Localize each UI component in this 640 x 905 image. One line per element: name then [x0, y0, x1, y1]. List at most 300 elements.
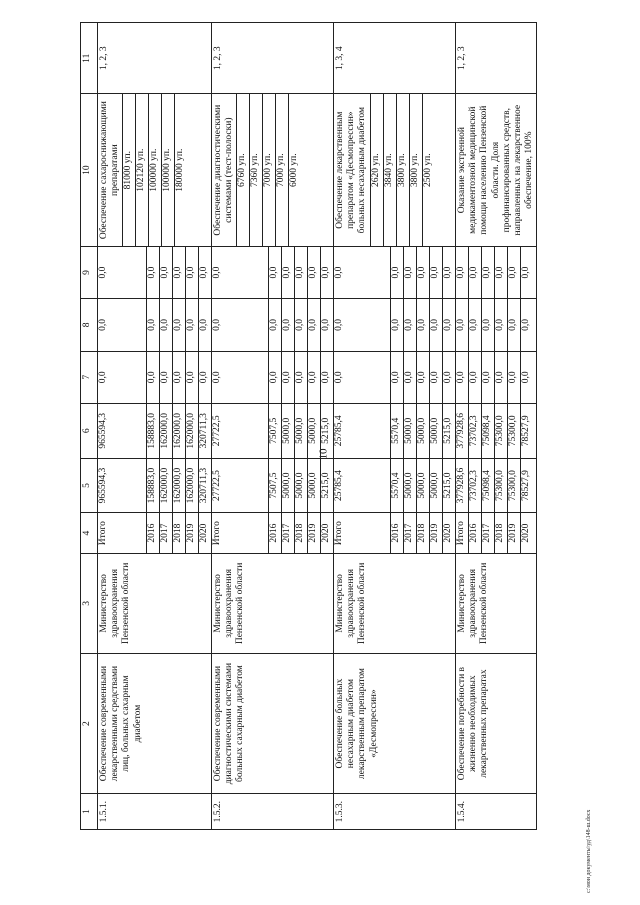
year-subrow: [295, 513, 308, 552]
year-subrow: [282, 299, 295, 350]
year-label: 2018: [417, 513, 430, 552]
year-subrow: [321, 404, 334, 458]
total-value: 0,0: [456, 318, 466, 331]
year-values-column-4: [456, 513, 537, 553]
year-subrow: [186, 247, 199, 298]
year-label: 2018: [295, 513, 308, 552]
year-subrow: [308, 299, 321, 350]
year-subrow: [308, 247, 321, 298]
year-value: 5000,0: [404, 459, 417, 513]
year-subrow: [282, 247, 295, 298]
total-subrow: [212, 352, 224, 403]
spacer-cell: [224, 352, 269, 403]
indicator-value: 100000 уп.: [149, 95, 162, 246]
year-subrow: [199, 513, 212, 552]
year-value: 0,0: [173, 352, 186, 403]
year-subrow: [199, 352, 212, 403]
year-value: 0,0: [295, 352, 308, 403]
indicator-value: 7000 уп.: [276, 95, 289, 246]
year-subrow: [521, 247, 534, 298]
year-subrow: [160, 459, 173, 513]
total-subrow: [98, 513, 110, 552]
year-value: 0,0: [282, 247, 295, 298]
year-value: 0,0: [199, 352, 212, 403]
year-subrow: [295, 352, 308, 403]
total-subrow: [456, 299, 469, 350]
year-subrow: [404, 404, 417, 458]
spacer-cell: [110, 404, 147, 458]
year-subrow: [269, 247, 282, 298]
sub-table: [212, 404, 333, 458]
year-value: 78527,9: [521, 459, 534, 513]
table-row: [456, 23, 537, 830]
total-value: 0,0: [334, 266, 344, 279]
year-subrow: [495, 404, 508, 458]
year-subrow: [282, 513, 295, 552]
year-subrow: [508, 247, 521, 298]
year-value: 162000,0: [186, 459, 199, 513]
program-activities-table: [80, 22, 537, 830]
total-value: 0,0: [98, 318, 108, 331]
footer-file-path: c:\мои документы\уд\148-ш.docx: [586, 809, 592, 893]
year-subrow: [295, 404, 308, 458]
year-subrow: [404, 352, 417, 403]
year-value: 75300,0: [508, 459, 521, 513]
year-subrow: [282, 352, 295, 403]
year-subrow: [495, 513, 508, 552]
year-value: 5000,0: [417, 404, 430, 458]
year-value: 75300,0: [495, 459, 508, 513]
year-value: 75098,4: [482, 459, 495, 513]
year-value: 0,0: [521, 299, 534, 350]
indicator-value-row: [162, 95, 175, 246]
sub-table: [456, 247, 533, 298]
spacer-subrow: [346, 247, 391, 298]
sub-table: [334, 459, 455, 513]
spacer-subrow: [346, 404, 391, 458]
year-subrow: [186, 299, 199, 350]
year-value: 320711,3: [199, 459, 212, 513]
year-subrow: [495, 299, 508, 350]
indicator-value: 100000 уп.: [162, 95, 175, 246]
year-subrow: [269, 352, 282, 403]
year-value: 0,0: [495, 352, 508, 403]
indicator-value-row: [409, 95, 422, 246]
spacer-cell: [346, 299, 391, 350]
year-value: 0,0: [417, 352, 430, 403]
indicator-value-row: [250, 95, 263, 246]
year-label: 2018: [173, 513, 186, 552]
year-label: 2016: [269, 513, 282, 552]
sub-table: [456, 513, 533, 552]
sub-table: [456, 352, 533, 403]
year-value: 0,0: [269, 247, 282, 298]
total-subrow: [212, 404, 224, 458]
year-value: 0,0: [508, 247, 521, 298]
year-subrow: [469, 299, 482, 350]
year-subrow: [160, 404, 173, 458]
total-value: 27722,5: [212, 415, 222, 447]
spacer-subrow: [224, 459, 269, 513]
indicator-value: 102120 уп.: [136, 95, 149, 246]
total-subrow: [334, 459, 346, 513]
sub-table: [98, 352, 211, 403]
year-value: 0,0: [199, 299, 212, 350]
year-value: 0,0: [308, 299, 321, 350]
year-value: 162000,0: [160, 404, 173, 458]
indicator-values: [236, 95, 301, 246]
year-label: 2017: [404, 513, 417, 552]
indicator-value: 6000 уп.: [289, 95, 302, 246]
indicator-cell: [212, 94, 334, 246]
year-subrow: [186, 404, 199, 458]
spacer-cell: [346, 513, 391, 552]
year-subrow: [482, 404, 495, 458]
sub-table: [212, 247, 333, 298]
indicator-values: [370, 95, 435, 246]
year-subrow: [430, 513, 443, 552]
indicator-cell: [98, 94, 212, 246]
spacer-subrow: [110, 299, 147, 350]
year-values-column-8: [212, 299, 334, 351]
year-subrow: [508, 459, 521, 513]
year-value: 0,0: [404, 247, 417, 298]
total-value: 0,0: [456, 371, 466, 384]
year-value: 162000,0: [173, 459, 186, 513]
total-value: 965594,3: [98, 467, 108, 504]
spacer-subrow: [224, 404, 269, 458]
year-subrow: [430, 352, 443, 403]
year-subrow: [147, 459, 160, 513]
year-value: 0,0: [199, 247, 212, 298]
year-subrow: [443, 513, 456, 552]
year-value: 5000,0: [295, 459, 308, 513]
year-subrow: [186, 352, 199, 403]
indicator-value-row: [175, 95, 188, 246]
year-subrow: [160, 513, 173, 552]
year-label: 2017: [482, 513, 495, 552]
year-value: 5000,0: [282, 459, 295, 513]
year-subrow: [469, 513, 482, 552]
year-subrow: [391, 404, 404, 458]
year-label: 2019: [186, 513, 199, 552]
goals: 1, 2, 3: [98, 23, 212, 95]
sub-table: [212, 459, 333, 513]
indicator-value-row: [149, 95, 162, 246]
indicator-value: 3800 уп.: [409, 95, 422, 246]
year-values-column-5: [456, 458, 537, 513]
year-subrow: [308, 404, 321, 458]
total-label: Итого: [212, 521, 222, 546]
spacer-subrow: [224, 352, 269, 403]
indicator-value-row: [289, 95, 302, 246]
year-value: 5215,0: [443, 459, 456, 513]
year-label: 2020: [321, 513, 334, 552]
header-row: [81, 23, 98, 830]
total-subrow: [456, 459, 469, 513]
spacer-cell: [110, 459, 147, 513]
year-subrow: [269, 513, 282, 552]
year-subrow: [469, 459, 482, 513]
spacer-subrow: [110, 352, 147, 403]
row-number: 1.5.3.: [334, 794, 456, 830]
year-subrow: [199, 299, 212, 350]
year-value: 7507,5: [269, 459, 282, 513]
year-value: 5215,0: [321, 404, 334, 458]
year-subrow: [495, 459, 508, 513]
year-values-column-8: [456, 299, 537, 351]
year-values-column-7: [334, 351, 456, 403]
executor: Министерство здравоохранения Пензенской области: [456, 553, 537, 653]
year-value: 0,0: [186, 247, 199, 298]
year-value: 0,0: [508, 352, 521, 403]
year-value: 5000,0: [417, 459, 430, 513]
year-subrow: [521, 459, 534, 513]
year-value: 0,0: [391, 299, 404, 350]
year-subrow: [508, 299, 521, 350]
total-subrow: [334, 299, 346, 350]
indicator-text: Обеспечение диагностическими системами (тест-полоски): [213, 104, 235, 236]
year-subrow: [430, 247, 443, 298]
year-subrow: [495, 352, 508, 403]
year-value: 0,0: [186, 352, 199, 403]
total-value: 0,0: [212, 371, 222, 384]
year-subrow: [443, 247, 456, 298]
year-subrow: [482, 513, 495, 552]
year-value: 0,0: [186, 299, 199, 350]
year-value: 0,0: [469, 299, 482, 350]
rotated-table-container: [80, 22, 610, 830]
year-subrow: [308, 513, 321, 552]
sub-table: [98, 459, 211, 513]
year-subrow: [469, 352, 482, 403]
spacer-cell: [224, 513, 269, 552]
year-subrow: [269, 459, 282, 513]
year-value: 73702,3: [469, 404, 482, 458]
sub-table: [334, 247, 455, 298]
indicator-value: 7000 уп.: [263, 95, 276, 246]
total-subrow: [98, 299, 110, 350]
sub-table: [98, 404, 211, 458]
year-subrow: [417, 247, 430, 298]
year-subrow: [404, 459, 417, 513]
total-value: 27722,5: [212, 470, 222, 501]
total-value: 25785,4: [334, 470, 344, 501]
spacer-cell: [346, 247, 391, 298]
spacer-subrow: [346, 459, 391, 513]
year-value: 162000,0: [186, 404, 199, 458]
spacer-cell: [110, 247, 147, 298]
total-value: 377928,6: [456, 467, 466, 504]
year-label: 2018: [495, 513, 508, 552]
year-value: 0,0: [282, 299, 295, 350]
total-label: Итого: [98, 521, 108, 546]
year-label: 2020: [521, 513, 534, 552]
year-values-column-7: [212, 351, 334, 403]
indicator-value-row: [136, 95, 149, 246]
year-value: 158883,0: [147, 404, 160, 458]
spacer-subrow: [224, 513, 269, 552]
year-subrow: [173, 352, 186, 403]
indicator-value-row: [396, 95, 409, 246]
year-subrow: [173, 299, 186, 350]
year-value: 0,0: [391, 247, 404, 298]
year-value: 0,0: [147, 352, 160, 403]
year-value: 0,0: [160, 352, 173, 403]
total-subrow: [98, 404, 110, 458]
year-subrow: [443, 459, 456, 513]
year-values-column-7: [98, 351, 212, 403]
year-subrow: [391, 352, 404, 403]
year-subrow: [199, 404, 212, 458]
total-subrow: [212, 459, 224, 513]
year-subrow: [430, 299, 443, 350]
year-subrow: [186, 459, 199, 513]
year-value: 162000,0: [173, 404, 186, 458]
year-subrow: [321, 247, 334, 298]
year-subrow: [417, 459, 430, 513]
year-values-column-4: [212, 513, 334, 553]
column-header-6: 6: [81, 403, 98, 458]
year-subrow: [521, 352, 534, 403]
year-subrow: [391, 459, 404, 513]
sub-table: [212, 299, 333, 350]
total-value: 0,0: [456, 266, 466, 279]
year-values-column-9: [456, 246, 537, 298]
year-value: 0,0: [269, 299, 282, 350]
indicator-value: 3840 уп.: [383, 95, 396, 246]
year-values-column-6: [456, 403, 537, 458]
column-header-7: 7: [81, 351, 98, 403]
total-subrow: [456, 404, 469, 458]
year-label: 2016: [469, 513, 482, 552]
year-value: 0,0: [469, 352, 482, 403]
executor: Министерство здравоохранения Пензенской области: [98, 553, 212, 653]
year-value: 5000,0: [308, 404, 321, 458]
year-value: 75300,0: [495, 404, 508, 458]
year-value: 0,0: [147, 247, 160, 298]
year-subrow: [404, 299, 417, 350]
indicator-value: 2500 уп.: [422, 95, 435, 246]
column-header-5: 5: [81, 458, 98, 513]
year-value: 0,0: [321, 352, 334, 403]
year-value: 0,0: [417, 247, 430, 298]
total-label: Итого: [334, 521, 344, 546]
indicator-cell: [334, 94, 456, 246]
year-values-column-8: [334, 299, 456, 351]
year-subrow: [173, 404, 186, 458]
year-subrow: [521, 299, 534, 350]
year-value: 0,0: [404, 352, 417, 403]
year-subrow: [308, 352, 321, 403]
year-value: 0,0: [269, 352, 282, 403]
year-subrow: [482, 352, 495, 403]
year-value: 7507,5: [269, 404, 282, 458]
indicator-value-row: [383, 95, 396, 246]
spacer-subrow: [346, 513, 391, 552]
year-value: 0,0: [469, 247, 482, 298]
year-label: 2016: [147, 513, 160, 552]
year-subrow: [391, 513, 404, 552]
sub-table: [334, 299, 455, 350]
year-value: 158883,0: [147, 459, 160, 513]
year-subrow: [199, 459, 212, 513]
year-subrow: [160, 299, 173, 350]
year-value: 5570,4: [391, 404, 404, 458]
total-subrow: [334, 247, 346, 298]
year-subrow: [147, 247, 160, 298]
year-subrow: [269, 299, 282, 350]
column-header-4: 4: [81, 513, 98, 553]
total-value: 377928,6: [456, 412, 466, 449]
spacer-cell: [224, 404, 269, 458]
year-subrow: [508, 404, 521, 458]
page-number: 10: [317, 448, 330, 460]
row-number: 1.5.1.: [98, 794, 212, 830]
sub-table: [212, 513, 333, 552]
activity-name: Обеспечение потребности в жизненно необходимых лекарственных препаратах: [456, 653, 537, 793]
sub-table: [212, 352, 333, 403]
year-value: 0,0: [404, 299, 417, 350]
year-values-column-9: [212, 246, 334, 298]
year-subrow: [443, 299, 456, 350]
year-subrow: [173, 513, 186, 552]
sub-table: [456, 404, 533, 458]
spacer-cell: [110, 352, 147, 403]
indicator-value-row: [422, 95, 435, 246]
year-value: 0,0: [295, 299, 308, 350]
year-values-column-9: [334, 246, 456, 298]
year-value: 5000,0: [430, 459, 443, 513]
spacer-subrow: [224, 247, 269, 298]
year-value: 0,0: [482, 247, 495, 298]
year-subrow: [308, 459, 321, 513]
year-label: 2019: [430, 513, 443, 552]
year-label: 2020: [443, 513, 456, 552]
year-subrow: [443, 404, 456, 458]
spacer-subrow: [346, 352, 391, 403]
year-subrow: [160, 247, 173, 298]
year-subrow: [295, 299, 308, 350]
year-value: 320711,3: [199, 404, 212, 458]
year-value: 0,0: [508, 299, 521, 350]
row-number: 1.5.2.: [212, 794, 334, 830]
indicator-value: 3800 уп.: [396, 95, 409, 246]
year-subrow: [282, 404, 295, 458]
year-values-column-5: [334, 458, 456, 513]
indicator-values: [122, 95, 187, 246]
column-header-8: 8: [81, 299, 98, 351]
total-value: 0,0: [212, 266, 222, 279]
year-value: 0,0: [495, 299, 508, 350]
year-value: 0,0: [147, 299, 160, 350]
year-label: 2020: [199, 513, 212, 552]
year-subrow: [147, 404, 160, 458]
year-value: 5000,0: [295, 404, 308, 458]
indicator-value: 2620 уп.: [370, 95, 383, 246]
year-subrow: [160, 352, 173, 403]
year-subrow: [482, 247, 495, 298]
total-subrow: [334, 352, 346, 403]
total-subrow: [212, 247, 224, 298]
indicator-value: 180000 уп.: [175, 95, 188, 246]
total-value: 0,0: [334, 318, 344, 331]
year-values-column-5: [212, 458, 334, 513]
year-subrow: [147, 352, 160, 403]
column-header-2: 2: [81, 653, 98, 793]
table-row: [212, 23, 334, 830]
year-value: 0,0: [430, 352, 443, 403]
